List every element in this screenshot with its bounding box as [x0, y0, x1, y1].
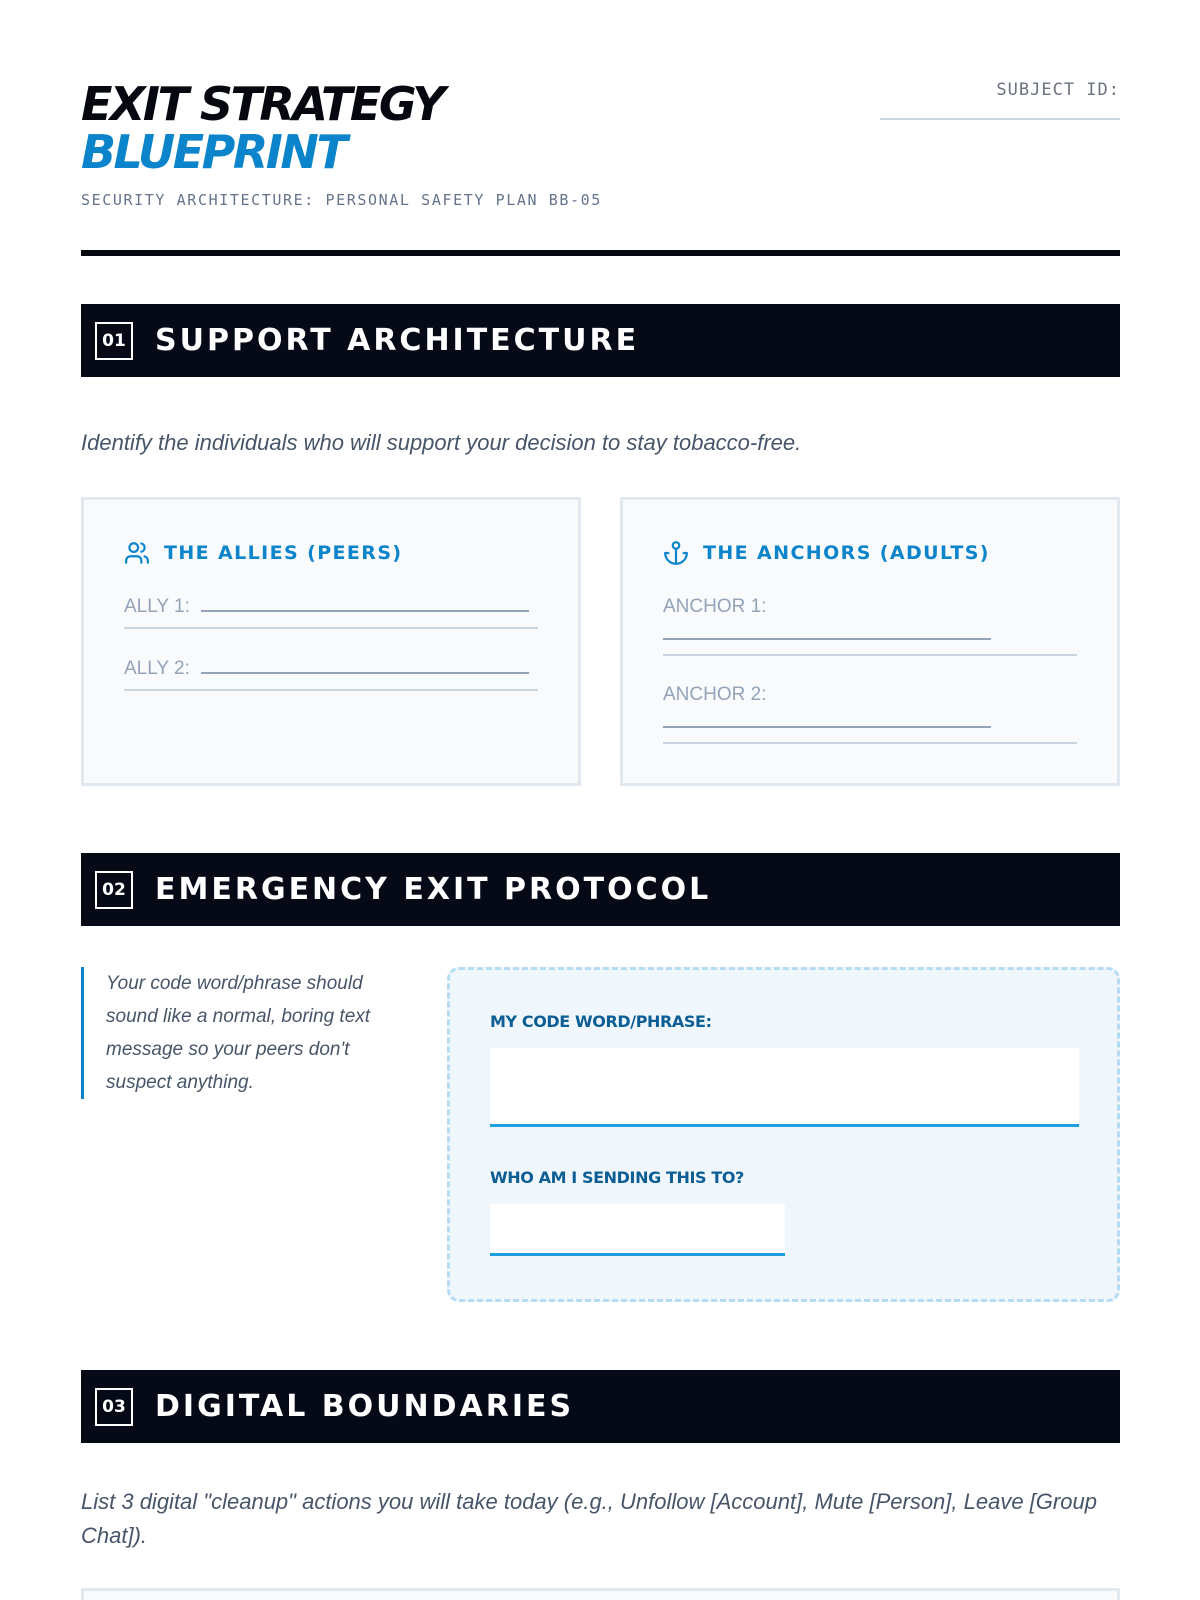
- anchor-2-label: ANCHOR 2:: [663, 684, 767, 705]
- anchors-heading: [663, 540, 1077, 566]
- subject-id-label: SUBJECT ID:: [996, 80, 1120, 100]
- section-header-exit-protocol: [81, 853, 1120, 926]
- header-divider: [81, 250, 1120, 256]
- code-word-tip: Your code word/phrase should sound like a normal, boring text message so your peers don't suspect anything.: [81, 967, 401, 1099]
- anchor-1-input[interactable]: [663, 624, 991, 640]
- allies-card: [81, 497, 581, 786]
- anchor-1-field[interactable]: [663, 596, 1077, 656]
- section-number: 02: [95, 871, 133, 909]
- section-title: EMERGENCY EXIT PROTOCOL: [155, 872, 712, 907]
- anchors-card: [620, 497, 1120, 786]
- section-number: 03: [95, 1388, 133, 1426]
- title-line-1: EXIT STRATEGY: [81, 77, 444, 131]
- anchor-2-input[interactable]: [663, 712, 991, 728]
- code-word-label: MY CODE WORD/PHRASE:: [490, 1012, 712, 1031]
- page-subtitle: SECURITY ARCHITECTURE: PERSONAL SAFETY PLAN BB-05: [81, 191, 602, 209]
- section-header-digital-boundaries: [81, 1370, 1120, 1443]
- title-line-2: BLUEPRINT: [81, 125, 346, 179]
- section-header-support: [81, 304, 1120, 377]
- recipient-input[interactable]: [490, 1204, 785, 1256]
- ally-1-input[interactable]: [201, 596, 529, 612]
- allies-heading-label: THE ALLIES (PEERS): [164, 542, 403, 564]
- recipient-label: WHO AM I SENDING THIS TO?: [490, 1168, 744, 1187]
- anchor-1-label: ANCHOR 1:: [663, 596, 767, 617]
- ally-2-input[interactable]: [201, 658, 529, 674]
- users-icon: [124, 540, 150, 566]
- section-number: 01: [95, 322, 133, 360]
- anchor-icon: [663, 540, 689, 566]
- cleanup-actions-box[interactable]: [81, 1588, 1120, 1600]
- code-word-box: [447, 967, 1120, 1302]
- section-title: DIGITAL BOUNDARIES: [155, 1389, 575, 1424]
- subject-id-field: [880, 80, 1120, 120]
- anchors-heading-label: THE ANCHORS (ADULTS): [703, 542, 990, 564]
- section-intro: Identify the individuals who will support your decision to stay tobacco-free.: [81, 430, 802, 455]
- worksheet-page: [81, 0, 1120, 1600]
- ally-2-label: ALLY 2:: [124, 658, 190, 679]
- ally-1-label: ALLY 1:: [124, 596, 190, 617]
- code-word-input[interactable]: [490, 1048, 1079, 1127]
- section-intro: List 3 digital "cleanup" actions you will take today (e.g., Unfollow [Account], Mute [Person], Leave [Group Chat]).: [81, 1489, 1097, 1548]
- page-title: [81, 77, 444, 179]
- allies-heading: [124, 540, 538, 566]
- ally-1-field[interactable]: [124, 596, 538, 629]
- ally-2-field[interactable]: [124, 658, 538, 691]
- anchor-2-field[interactable]: [663, 684, 1077, 744]
- section-title: SUPPORT ARCHITECTURE: [155, 323, 640, 358]
- subject-id-input[interactable]: [880, 118, 1120, 120]
